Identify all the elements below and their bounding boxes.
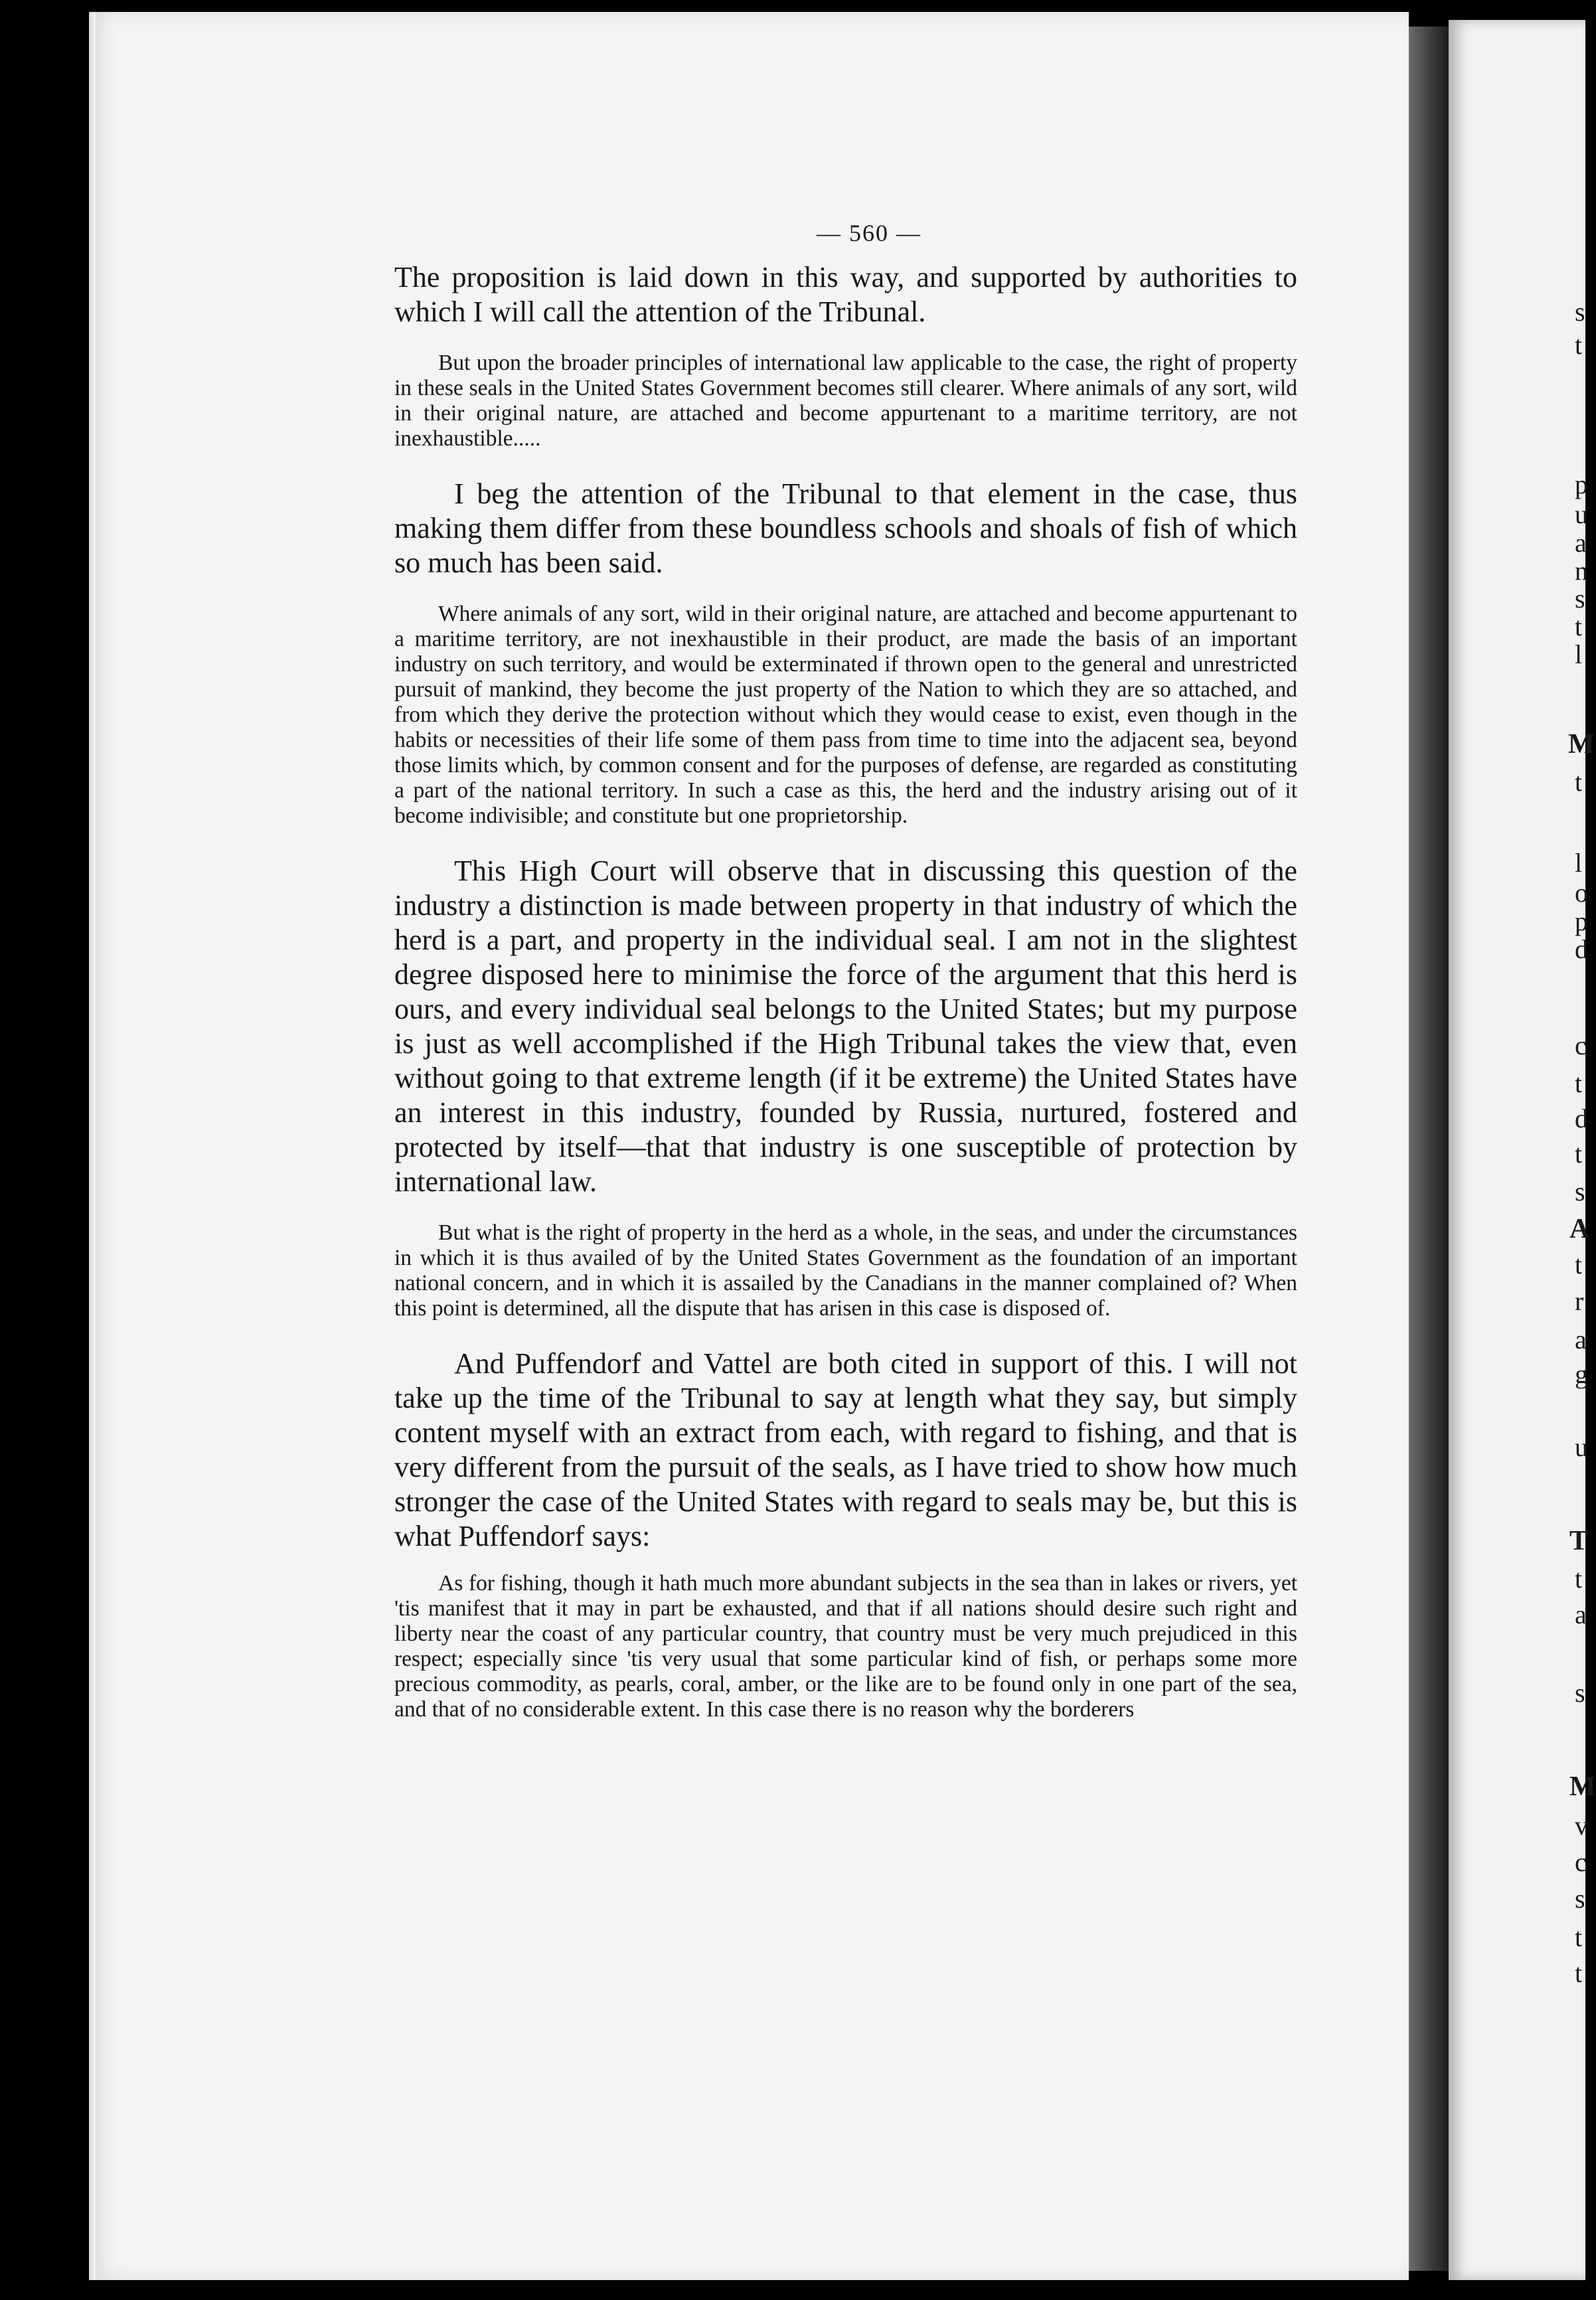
adjacent-page-fragment: s (1575, 1884, 1585, 1914)
adjacent-page-fragment: n (1575, 556, 1588, 586)
adjacent-page-fragment: t (1575, 1958, 1583, 1988)
adjacent-page-fragment: s (1575, 584, 1585, 614)
adjacent-page-fragment: l (1575, 848, 1583, 878)
adjacent-page-fragment: T (1569, 1526, 1589, 1556)
adjacent-page-fragment: M (1569, 1771, 1596, 1802)
adjacent-page-fragment: g (1575, 1359, 1588, 1389)
adjacent-page-fragment: s (1575, 1678, 1585, 1708)
adjacent-page (1449, 20, 1596, 2280)
adjacent-page-fragment: d (1575, 1104, 1588, 1133)
adjacent-page-fragment: t (1575, 1068, 1583, 1098)
adjacent-page-fragment: t (1575, 1250, 1583, 1279)
adjacent-page-fragment: A (1569, 1214, 1590, 1244)
adjacent-page-fragment: r (1575, 1286, 1584, 1316)
adjacent-page-fragment: t (1575, 767, 1583, 797)
adjacent-page-fragment: c (1575, 1030, 1587, 1060)
paragraph-3: This High Court will observe that in discussing this question of the industry a distinction is made between property in that industry of which the herd is a part, and property in the individual seal. I am not in the slightest degree disposed here to minimise the force of the argument that this herd is ours, and every individual seal belongs to the United States; but my purpose is just as well accomplished if the High Tribunal takes the view that, even without going to that extreme length (if it be extreme) the United States have an interest in this industry, founded by Russia, nurtured, fostered and protected by itself—that that industry is one susceptible of protection by international law. (394, 855, 1297, 1198)
quoted-paragraph-4: As for fishing, though it hath much more abundant subjects in the sea than in lakes or rivers, yet 'tis manifest that it may in part be exhausted, and that if all nations should desire such right and liberty near the coast of any particular country, that country must be very much prejudiced in this respect; especially since 'tis very usual that some particular kind of fish, or perhaps some more precious commodity, as pearls, coral, amber, or the like are to be found only in one part of the sea, and that of no considerable extent. In this case there is no reason why the borderers (394, 1571, 1297, 1722)
adjacent-page-fragment: u (1575, 1432, 1588, 1462)
adjacent-page-fragment: t (1575, 1564, 1583, 1594)
paragraph-2: I beg the attention of the Tribunal to that element in the case, thus making them differ from these boundless schools and shoals of fish of which so much has been said. (394, 477, 1297, 579)
quoted-paragraph-3: But what is the right of property in the herd as a whole, in the seas, and under the circumstances in which it is thus availed of by the United States Government as the foundation of an important national concern, and in which it is assailed by the Canadians in the manner complained of? When this point is determined, all the dispute that has arisen in this case is disposed of. (394, 1220, 1297, 1321)
page-number: — 560 — (817, 220, 921, 246)
adjacent-page-fragment: M (1568, 729, 1595, 760)
page-body (394, 219, 1297, 1748)
adjacent-page-fragment: l (1575, 639, 1583, 669)
adjacent-page-fragment: p (1575, 906, 1588, 936)
adjacent-page-fragment: s (1575, 1177, 1585, 1206)
adjacent-page-fragment: u (1575, 499, 1588, 529)
quoted-paragraph-2: Where animals of any sort, wild in their original nature, are attached and become appurtenant to a maritime territory, are not inexhaustible in their product, are made the basis of an important industry on such territory, and would be exterminated if thrown open to the general and unrestricted pursuit of mankind, they become the just property of the Nation to which they are so attached, and from which they derive the protection without which they would cease to exist, even though in the habits or necessities of their life some of them pass from time to time into the adjacent sea, beyond those limits which, by common consent and for the purposes of defense, are regarded as constituting a part of the national territory. In such a case as this, the herd and the industry arising out of it become indivisible; and constitute but one proprietorship. (394, 602, 1297, 828)
adjacent-page-fragment: t (1575, 1922, 1583, 1952)
book-gutter (1409, 27, 1449, 2271)
adjacent-page-fragment: a (1575, 1600, 1587, 1629)
adjacent-page-fragment: t (1575, 330, 1583, 360)
adjacent-page-fragment: t (1575, 1139, 1583, 1169)
adjacent-page-fragment: a (1575, 528, 1587, 558)
adjacent-page-fragment: s (1575, 297, 1585, 327)
adjacent-page-fragment: v (1575, 1811, 1588, 1841)
paragraph-1: The proposition is laid down in this way, and supported by authorities to which I will call the attention of the Tribunal. (394, 261, 1297, 328)
adjacent-page-fragment: o (1575, 878, 1588, 908)
adjacent-page-fragment: p (1575, 469, 1588, 499)
adjacent-page-fragment: a (1575, 1325, 1587, 1355)
quoted-paragraph-1: But upon the broader principles of international law applicable to the case, the right of property in these seals in the United States Government becomes still clearer. Where animals of any sort, wild in their original nature, are attached and become appurtenant to a maritime territory, are not inexhaustible..... (394, 351, 1297, 451)
adjacent-page-fragment: c (1575, 1847, 1587, 1877)
paragraph-4: And Puffendorf and Vattel are both cited in support of this. I will not take up the time of the Tribunal to say at length what they say, but simply content myself with an extract from each, with regard to fishing, and that is very different from the pursuit of the seals, as I have tried to show how much stronger the case of the United States with regard to seals may be, but this is what Puffendorf says: (394, 1347, 1297, 1552)
adjacent-page-fragment: t (1575, 612, 1583, 641)
adjacent-page-fragment: d (1575, 934, 1588, 964)
